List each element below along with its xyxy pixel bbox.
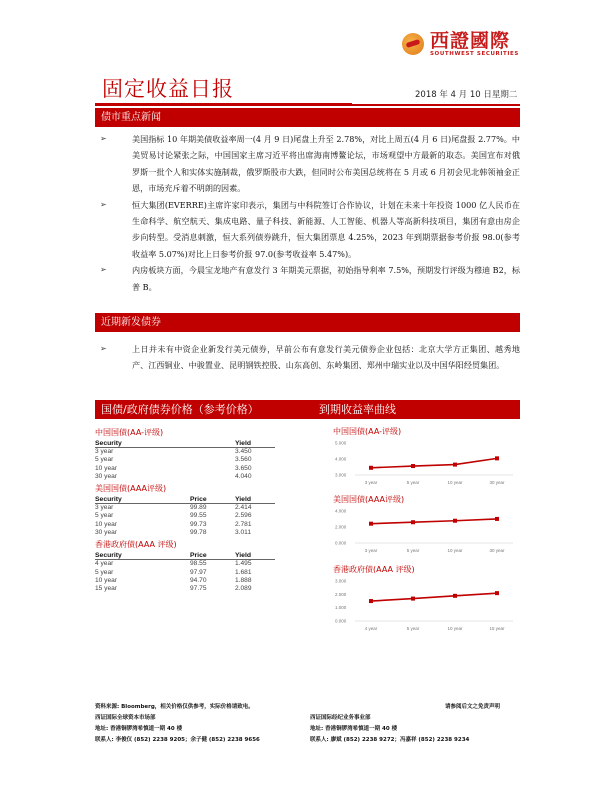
svg-text:3 year: 3 year bbox=[364, 480, 378, 485]
section-new-bonds-header: 近期新发债券 bbox=[95, 313, 520, 332]
table-header: Security Price Yield bbox=[95, 551, 275, 560]
svg-text:30 year: 30 year bbox=[489, 480, 505, 485]
table-row: 10 year 3.650 bbox=[95, 464, 252, 472]
svg-text:3.000: 3.000 bbox=[335, 472, 347, 478]
svg-text:30 year: 30 year bbox=[489, 548, 505, 553]
arrow-bullet-icon: ➢ bbox=[100, 199, 107, 209]
table-title-china: 中国国债(AA-评级) bbox=[95, 428, 164, 437]
chart-title-us: 美国国债(AAA评级) bbox=[333, 495, 405, 504]
company-logo bbox=[402, 31, 519, 57]
new-bond-item: ➢ 上日并未有中资企业新发行美元债券，早前公布有意发行美元债券企业包括：北京大学方正集团、越秀地产、江西铜业、中骏置业、昆明钢铁控股、山东高创、东岭集团、郑州中瑞实业以及中国华阳经贸集团。 bbox=[100, 341, 520, 374]
svg-text:2.000: 2.000 bbox=[335, 591, 347, 597]
svg-text:1.000: 1.000 bbox=[335, 605, 347, 611]
arrow-bullet-icon: ➢ bbox=[100, 265, 107, 275]
table-row: 3 year 3.450 bbox=[95, 448, 252, 455]
yield-chart-hk bbox=[333, 577, 523, 633]
table-row: 30 year 4.040 bbox=[95, 472, 252, 480]
svg-text:3 year: 3 year bbox=[364, 548, 378, 553]
footer-right: 西证国际经纪业务事业部 地址: 香港铜锣湾希慎道一期 40 楼 联系人: 廖斌 (852) 2238 9272；冯嘉祥 (852) 2238 9234 bbox=[310, 715, 470, 743]
svg-text:10 year: 10 year bbox=[447, 548, 463, 553]
table-row: 5 year 3.560 bbox=[95, 456, 252, 464]
report-date: 2018 年 4 月 10 日星期二 bbox=[415, 90, 518, 100]
table-row: 15 year 97.75 2.089 bbox=[95, 585, 252, 593]
svg-text:10 year: 10 year bbox=[447, 480, 463, 485]
yield-chart-us bbox=[333, 507, 523, 555]
news-item: ➢ 内房板块方面，今晨宝龙地产有意发行 3 年期美元票据，初始指导利率 7.5%，预期发行评级为穆迪 B2，标普 B。 bbox=[100, 262, 520, 295]
new-bonds-list bbox=[100, 341, 520, 374]
table-row: 30 year 99.78 3.011 bbox=[95, 529, 252, 537]
svg-text:5.000: 5.000 bbox=[335, 440, 347, 446]
svg-text:4.000: 4.000 bbox=[335, 508, 347, 514]
table-row: 4 year 98.55 1.495 bbox=[95, 560, 252, 568]
svg-text:10 year: 10 year bbox=[447, 626, 463, 631]
footer-left: 资料来源: Bloomberg，相关价格仅供参考，实际价格请致电。 西证国际全球资本市场部 地址: 香港铜锣湾希慎道一期 40 楼 联系人: 李俊仪 (852) 2238 9205；余子健 (852) 2238 9656 bbox=[95, 704, 260, 743]
svg-text:0.000: 0.000 bbox=[335, 618, 347, 624]
logo-english: SOUTHWEST SECURITIES bbox=[430, 51, 519, 57]
svg-text:0.000: 0.000 bbox=[335, 540, 347, 546]
section-curve-header: 到期收益率曲线 bbox=[305, 400, 520, 419]
logo-chinese: 西證國際 bbox=[430, 30, 511, 52]
news-list bbox=[100, 131, 520, 295]
svg-text:4.000: 4.000 bbox=[335, 456, 347, 462]
section-prices-header: 国债/政府债券价格（参考价格） bbox=[95, 400, 305, 419]
table-row: 10 year 99.73 2.781 bbox=[95, 520, 252, 528]
yield-curve-charts bbox=[333, 425, 523, 633]
arrow-bullet-icon: ➢ bbox=[100, 134, 107, 143]
svg-text:4 year: 4 year bbox=[364, 626, 378, 631]
table-title-us: 美国国债(AAA评级) bbox=[95, 484, 167, 494]
table-row: 10 year 94.70 1.888 bbox=[95, 576, 252, 584]
table-row: 5 year 97.97 1.681 bbox=[95, 568, 252, 576]
title-divider bbox=[95, 104, 520, 106]
svg-text:3.000: 3.000 bbox=[335, 578, 347, 584]
table-header: Security Yield bbox=[95, 439, 275, 448]
section-news-header: 债市重点新闻 bbox=[95, 108, 520, 127]
svg-text:5 year: 5 year bbox=[406, 626, 420, 631]
arrow-bullet-icon: ➢ bbox=[100, 344, 107, 353]
chart-title-hk: 香港政府债(AAA 评级) bbox=[333, 565, 415, 574]
chart-title-china: 中国国债(AA-评级) bbox=[333, 427, 402, 436]
logo-icon bbox=[402, 33, 424, 55]
table-row: 5 year 99.55 2.596 bbox=[95, 512, 252, 520]
yield-chart-china bbox=[333, 439, 523, 487]
news-item: ➢ 恒大集团(EVERRE)主席许家印表示，集团与中科院签订合作协议，计划在未来十年投资 1000 亿人民币在生命科学、航空航天、集成电路、量子科技、新能源、人工智能、机器人等高新科技项目，集团有意由房企步向转型。受消息刺激，恒大系列债券跳升，恒大集团票息 4.25%，2023 年到期票据参考价报 98.0(参考收益率 5.07%)对比上日参考价报 97.0(参考收益率 5.47%)。 bbox=[100, 197, 520, 263]
table-header: Security Price Yield bbox=[95, 495, 275, 504]
svg-text:15 year: 15 year bbox=[489, 626, 505, 631]
svg-text:5 year: 5 year bbox=[406, 548, 420, 553]
table-row: 3 year 99.89 2.414 bbox=[95, 504, 252, 512]
price-tables bbox=[95, 425, 275, 594]
svg-text:2.000: 2.000 bbox=[335, 524, 347, 530]
disclaimer-note: 请参阅后文之免责声明 bbox=[445, 704, 501, 710]
report-title: 固定收益日报 bbox=[102, 77, 234, 101]
table-title-hk: 香港政府债(AAA 评级) bbox=[95, 540, 177, 550]
svg-text:5 year: 5 year bbox=[406, 480, 420, 485]
news-item: ➢ 美国指标 10 年期美债收益率周一(4 月 9 日)尾盘上升至 2.78%，对比上周五(4 月 6 日)尾盘报 2.77%。中美贸易讨论紧张之际，中国国家主席习近平将出席海南博鳌论坛，市场观望中方最新的取态。美国宣布对俄罗斯一批个人和实体实施制裁，俄罗斯股市大跌，但同时公布美国总统将在 5 月或 6 月初会见北韩领袖金正恩，市场充斥着不明朗的因素。 bbox=[100, 131, 520, 197]
